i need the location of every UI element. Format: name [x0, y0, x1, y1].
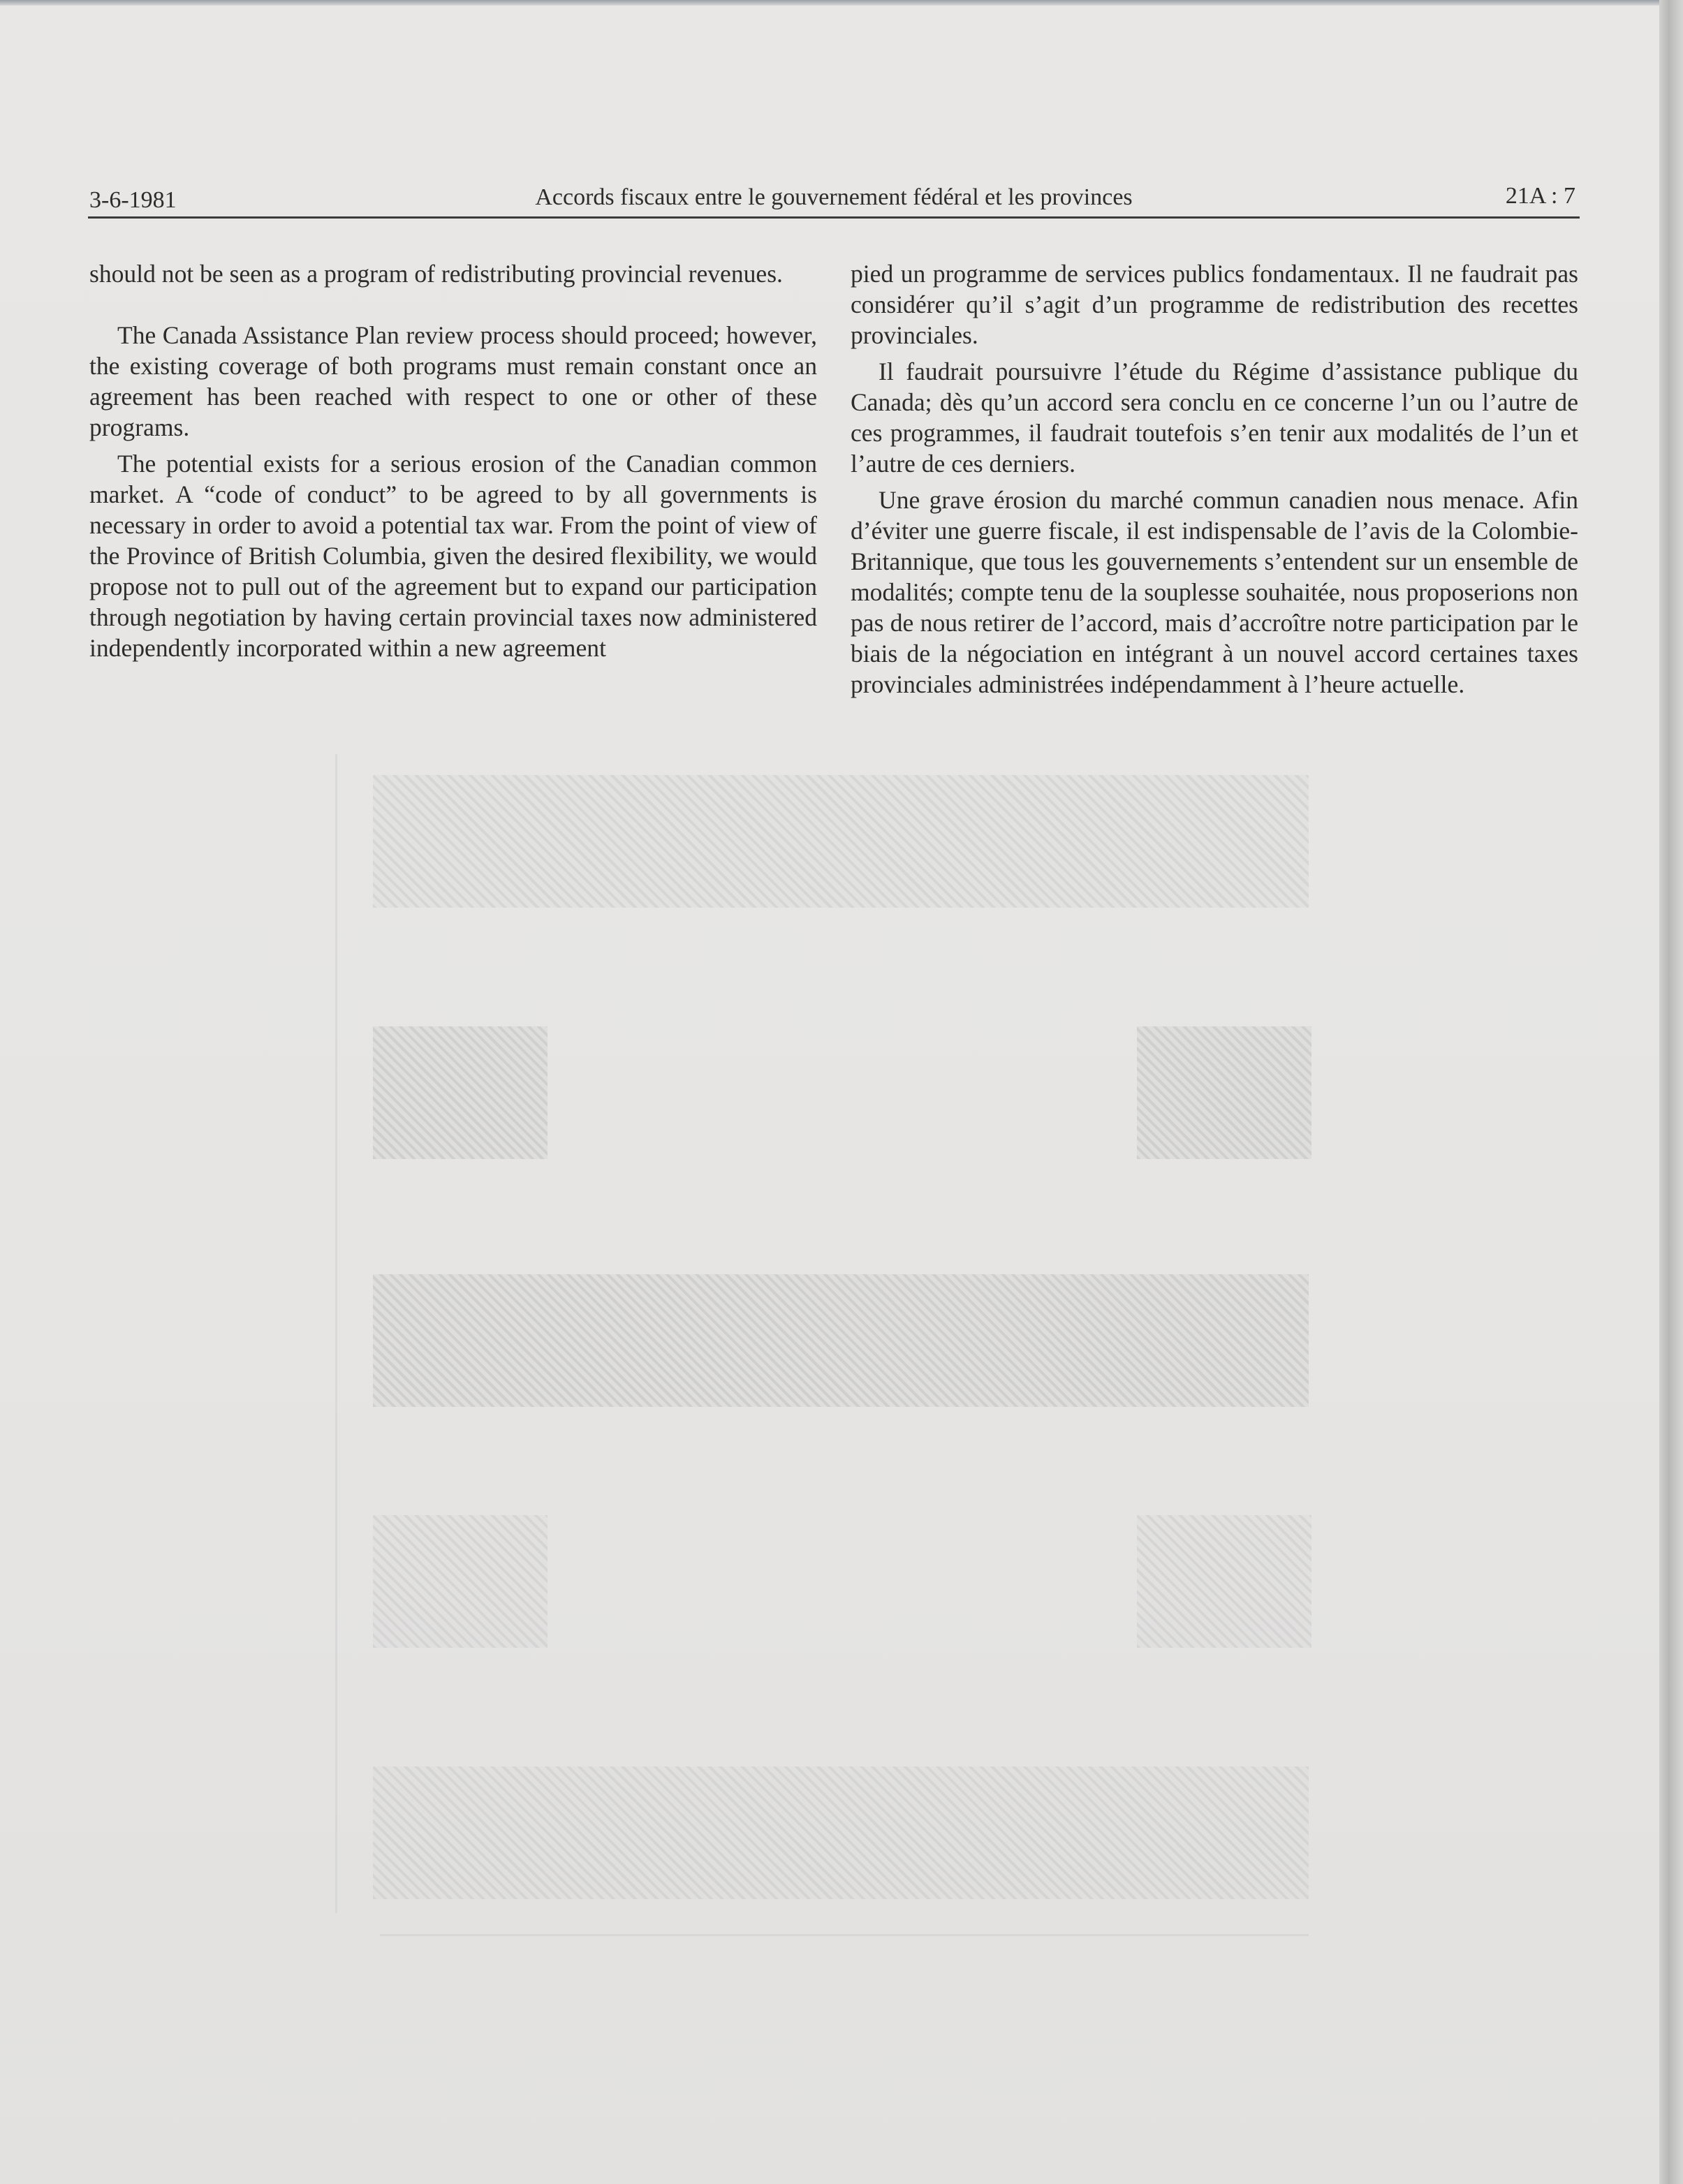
page-header [88, 182, 1580, 219]
english-column [89, 258, 817, 663]
header-title: Accords fiscaux entre le gouvernement fédéral et les provinces [535, 184, 1133, 210]
ghost-axis-left [335, 754, 337, 1913]
scan-edge-right [1659, 0, 1683, 2184]
english-paragraph-1: should not be seen as a program of redistributing provincial revenues. [89, 260, 783, 288]
french-paragraph-2: Il faudrait poursuivre l’étude du Régime d’assistance publique du Canada; dès qu’un accord sera conclu en ce concerne l’un ou l’autre de ces programmes, il faudrait toutefois s’en tenir aux modalités de l’un et l’autre de ces derniers. [851, 357, 1578, 478]
ghost-bar-1 [373, 775, 1309, 908]
english-paragraph-3: The potential exists for a serious erosion of the Canadian common market. A “code of conduct” to be agreed to by all governments is necessary in order to avoid a potential tax war. From the point of view of the Province of British Columbia, given the desired flexibility, we would propose not to pull out of the agreement but to expand our participation through negotiation by having certain provincial taxes now administered independently incorporated within a new agreement [89, 450, 817, 662]
scan-edge-top [0, 0, 1683, 6]
ghost-bar-3 [1137, 1026, 1311, 1159]
ghost-bar-2 [373, 1026, 547, 1159]
ghost-axis [380, 1934, 1309, 1936]
english-paragraph-2: The Canada Assistance Plan review process should proceed; however, the existing coverage of both programs must remain constant once an agreement has been reached with respect to one or other of these programs. [89, 321, 817, 441]
paragraph-gap [89, 443, 817, 448]
header-date: 3-6-1981 [89, 187, 177, 213]
show-through-chart [0, 726, 1659, 2164]
ghost-bar-4 [373, 1274, 1309, 1407]
header-page-number: 21A : 7 [1505, 183, 1575, 209]
paragraph-gap [851, 351, 1578, 356]
paragraph-gap [851, 479, 1578, 485]
ghost-bar-7 [373, 1766, 1309, 1899]
ghost-bar-6 [1137, 1515, 1311, 1648]
paragraph-gap [89, 289, 817, 320]
french-paragraph-1: pied un programme de services publics fondamentaux. Il ne faudrait pas considérer qu’il s’agit d’un programme de redistribution des recettes provinciales. [851, 260, 1578, 349]
french-paragraph-3: Une grave érosion du marché commun canadien nous menace. Afin d’éviter une guerre fiscale, il est indispensable de l’avis de la Colombie-Britannique, que tous les gouvernements s’entendent sur un ensemble de modalités; compte tenu de la souplesse souhaitée, nous proposerions non pas de nous retirer de l’accord, mais d’accroître notre participation par le biais de la négociation en intégrant à un nouvel accord certaines taxes provinciales administrées indépendamment à l’heure actuelle. [851, 486, 1578, 698]
ghost-bar-5 [373, 1515, 547, 1648]
french-column [851, 258, 1578, 700]
